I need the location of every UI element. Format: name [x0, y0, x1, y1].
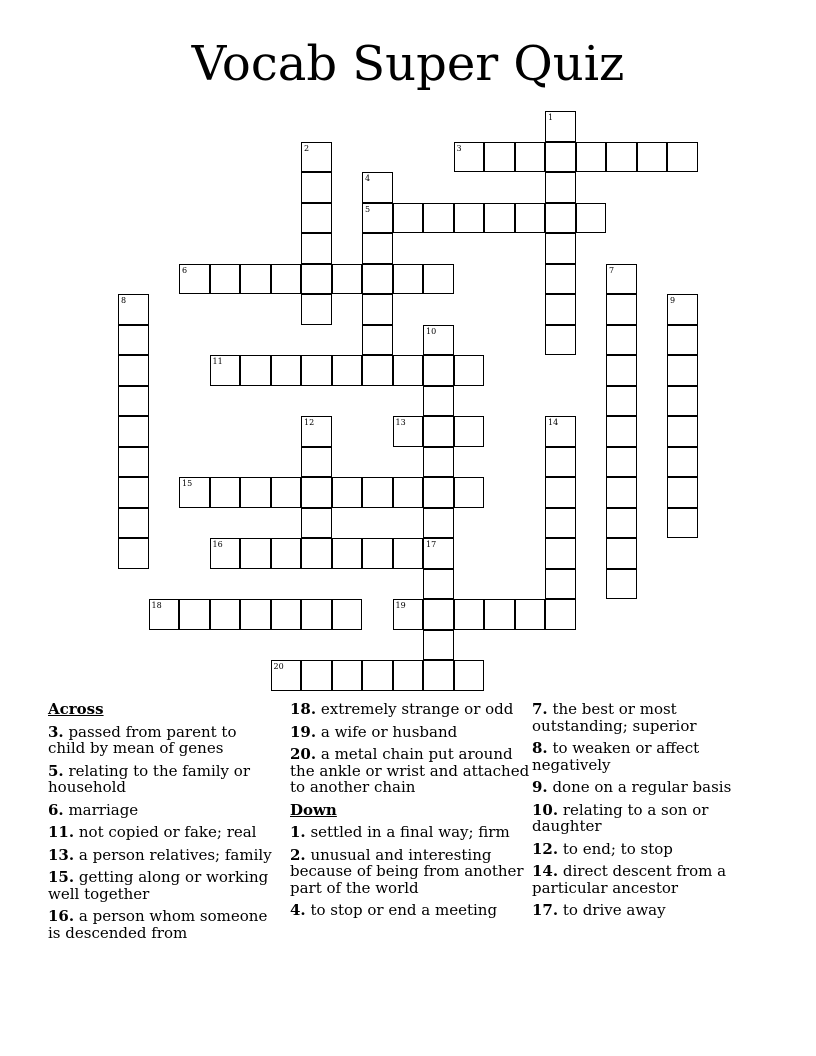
grid-cell[interactable] — [271, 538, 302, 569]
grid-cell[interactable] — [545, 569, 576, 600]
grid-cell[interactable] — [545, 538, 576, 569]
cell-number: 17 — [426, 540, 437, 549]
grid-cell[interactable] — [454, 416, 485, 447]
down-clue — [532, 863, 772, 896]
grid-cell[interactable] — [271, 660, 302, 691]
grid-cell[interactable] — [667, 325, 698, 356]
grid-cell[interactable] — [545, 447, 576, 478]
clue-column-3 — [532, 701, 772, 925]
clue-text: a person whom someone is descended from — [48, 907, 268, 942]
clue-text: a wife or husband — [316, 722, 458, 741]
grid-cell[interactable] — [393, 599, 424, 630]
grid-cell[interactable] — [362, 264, 393, 295]
across-clue — [48, 869, 278, 902]
grid-cell[interactable] — [301, 203, 332, 234]
grid-cell[interactable] — [545, 294, 576, 325]
grid-cell[interactable] — [545, 172, 576, 203]
clue-text: direct descent from a particular ancestor — [532, 862, 727, 897]
cell-number: 3 — [456, 143, 462, 153]
grid-cell[interactable] — [515, 142, 546, 173]
down-clue — [532, 740, 772, 773]
page-title: Vocab Super Quiz — [191, 36, 625, 92]
down-header: Down — [290, 800, 337, 819]
clue-number: 6. — [48, 800, 64, 819]
cell-number: 16 — [212, 540, 223, 549]
cell-number: 2 — [304, 143, 310, 153]
grid-cell[interactable] — [240, 355, 271, 386]
grid-cell[interactable] — [606, 264, 637, 295]
grid-cell[interactable] — [637, 142, 668, 173]
grid-cell[interactable] — [667, 477, 698, 508]
grid-cell[interactable] — [454, 599, 485, 630]
grid-cell[interactable] — [118, 447, 149, 478]
clue-number: 15. — [48, 868, 75, 886]
clue-number: 9. — [532, 778, 548, 796]
grid-cell[interactable] — [454, 203, 485, 234]
clue-column-1 — [48, 701, 278, 947]
cell-number: 9 — [670, 296, 676, 305]
clue-number: 1. — [290, 823, 306, 841]
clue-number: 18. — [290, 700, 317, 718]
clue-number: 4. — [290, 901, 306, 919]
grid-cell[interactable] — [393, 660, 424, 691]
clue-text: unusual and interesting because of being from another part of the world — [290, 845, 524, 897]
grid-cell[interactable] — [332, 660, 363, 691]
grid-cell[interactable] — [515, 203, 546, 234]
grid-cell[interactable] — [118, 538, 149, 569]
grid-cell[interactable] — [606, 538, 637, 569]
grid-cell[interactable] — [545, 203, 576, 234]
grid-cell[interactable] — [423, 538, 454, 569]
grid-cell[interactable] — [667, 355, 698, 386]
grid-cell[interactable] — [423, 477, 454, 508]
grid-cell[interactable] — [332, 538, 363, 569]
grid-cell[interactable] — [179, 599, 210, 630]
grid-cell[interactable] — [210, 264, 241, 295]
grid-cell[interactable] — [301, 538, 332, 569]
grid-cell[interactable] — [210, 599, 241, 630]
cell-number: 10 — [426, 326, 437, 336]
grid-cell[interactable] — [423, 264, 454, 295]
down-clue — [532, 902, 772, 919]
grid-cell[interactable] — [667, 447, 698, 478]
clue-text: done on a regular basis — [547, 778, 732, 796]
grid-cell[interactable] — [545, 142, 576, 173]
grid-cell[interactable] — [210, 477, 241, 508]
cell-number: 15 — [182, 479, 193, 488]
grid-cell[interactable] — [667, 294, 698, 325]
clue-number: 11. — [48, 823, 75, 841]
grid-cell[interactable] — [362, 233, 393, 264]
clue-text: extremely strange or odd — [316, 700, 514, 718]
clue-text: not copied or fake; real — [74, 823, 257, 841]
across-clue — [48, 802, 278, 819]
clue-text: to weaken or affect negatively — [532, 739, 700, 774]
grid-cell[interactable] — [301, 294, 332, 325]
clue-text: relating to the family or household — [48, 761, 250, 796]
across-clue — [290, 701, 530, 718]
grid-cell[interactable] — [179, 477, 210, 508]
clue-number: 5. — [48, 761, 64, 780]
grid-cell[interactable] — [118, 416, 149, 447]
cell-number: 13 — [395, 418, 406, 427]
grid-cell[interactable] — [667, 386, 698, 417]
grid-cell[interactable] — [301, 477, 332, 508]
grid-cell[interactable] — [423, 203, 454, 234]
grid-cell[interactable] — [606, 447, 637, 478]
cell-number: 19 — [395, 601, 406, 610]
grid-cell[interactable] — [362, 203, 393, 234]
cell-number: 5 — [365, 204, 371, 214]
grid-cell[interactable] — [606, 569, 637, 600]
grid-cell[interactable] — [271, 477, 302, 508]
grid-cell[interactable] — [362, 355, 393, 386]
grid-cell[interactable] — [423, 447, 454, 478]
clue-number: 2. — [290, 845, 306, 864]
grid-cell[interactable] — [301, 599, 332, 630]
cell-number: 6 — [182, 265, 188, 275]
grid-cell[interactable] — [271, 355, 302, 386]
grid-cell[interactable] — [484, 142, 515, 173]
grid-cell[interactable] — [179, 264, 210, 295]
clue-number: 12. — [532, 839, 559, 858]
grid-cell[interactable] — [454, 660, 485, 691]
grid-cell[interactable] — [667, 416, 698, 447]
grid-cell[interactable] — [301, 508, 332, 539]
grid-cell[interactable] — [423, 416, 454, 447]
grid-cell[interactable] — [118, 508, 149, 539]
grid-cell[interactable] — [545, 599, 576, 630]
grid-cell[interactable] — [545, 264, 576, 295]
clue-number: 20. — [290, 745, 317, 763]
grid-cell[interactable] — [332, 477, 363, 508]
clue-number: 13. — [48, 845, 75, 864]
grid-cell[interactable] — [301, 355, 332, 386]
grid-cell[interactable] — [362, 538, 393, 569]
grid-cell[interactable] — [332, 355, 363, 386]
grid-cell[interactable] — [606, 416, 637, 447]
clue-text: to stop or end a meeting — [305, 901, 498, 919]
grid-cell[interactable] — [545, 508, 576, 539]
grid-cell[interactable] — [240, 538, 271, 569]
grid-cell[interactable] — [301, 447, 332, 478]
down-clue — [532, 779, 772, 796]
grid-cell[interactable] — [393, 477, 424, 508]
across-clue — [48, 908, 278, 941]
grid-cell[interactable] — [118, 325, 149, 356]
across-clue — [48, 824, 278, 841]
grid-cell[interactable] — [515, 599, 546, 630]
grid-cell[interactable] — [301, 264, 332, 295]
grid-cell[interactable] — [576, 142, 607, 173]
grid-cell[interactable] — [301, 172, 332, 203]
down-clue — [532, 802, 772, 835]
grid-cell[interactable] — [362, 477, 393, 508]
grid-cell[interactable] — [606, 508, 637, 539]
across-clue — [290, 724, 530, 741]
grid-cell[interactable] — [393, 355, 424, 386]
grid-cell[interactable] — [332, 264, 363, 295]
grid-cell[interactable] — [301, 142, 332, 173]
grid-cell[interactable] — [545, 233, 576, 264]
grid-cell[interactable] — [454, 477, 485, 508]
grid-cell[interactable] — [423, 325, 454, 356]
across-clue — [290, 746, 530, 796]
clue-text: getting along or working well together — [48, 868, 269, 903]
grid-cell[interactable] — [118, 355, 149, 386]
grid-cell[interactable] — [545, 416, 576, 447]
grid-cell[interactable] — [423, 569, 454, 600]
cell-number: 8 — [121, 296, 127, 305]
clue-text: marriage — [63, 800, 139, 819]
grid-cell[interactable] — [667, 142, 698, 173]
grid-cell[interactable] — [454, 355, 485, 386]
grid-cell[interactable] — [118, 386, 149, 417]
grid-cell[interactable] — [210, 355, 241, 386]
clue-text: passed from parent to child by mean of genes — [48, 722, 237, 757]
cell-number: 14 — [548, 418, 559, 427]
grid-cell[interactable] — [210, 538, 241, 569]
grid-cell[interactable] — [606, 477, 637, 508]
grid-cell[interactable] — [271, 599, 302, 630]
clue-text: to end; to stop — [558, 839, 673, 858]
across-clue — [48, 763, 278, 796]
grid-cell[interactable] — [545, 111, 576, 142]
clue-text: settled in a final way; firm — [305, 823, 510, 841]
down-clue — [290, 847, 530, 897]
grid-cell[interactable] — [423, 355, 454, 386]
grid-cell[interactable] — [606, 355, 637, 386]
grid-cell[interactable] — [362, 325, 393, 356]
grid-cell[interactable] — [118, 294, 149, 325]
across-header: Across — [48, 700, 104, 718]
clue-number: 8. — [532, 739, 548, 757]
grid-cell[interactable] — [423, 660, 454, 691]
grid-cell[interactable] — [301, 416, 332, 447]
grid-cell[interactable] — [362, 294, 393, 325]
clue-text: to drive away — [558, 901, 666, 919]
cell-number: 12 — [304, 418, 315, 427]
grid-cell[interactable] — [423, 599, 454, 630]
grid-cell[interactable] — [271, 264, 302, 295]
clue-number: 7. — [532, 700, 548, 718]
cell-number: 1 — [548, 113, 554, 122]
cell-number: 20 — [273, 662, 284, 671]
down-clue — [532, 701, 772, 734]
grid-cell[interactable] — [454, 142, 485, 173]
grid-cell[interactable] — [606, 386, 637, 417]
clue-text: relating to a son or daughter — [532, 800, 709, 835]
grid-cell[interactable] — [576, 203, 607, 234]
clue-number: 17. — [532, 901, 559, 919]
grid-cell[interactable] — [301, 233, 332, 264]
cell-number: 7 — [609, 265, 615, 275]
grid-cell[interactable] — [362, 172, 393, 203]
grid-cell[interactable] — [606, 325, 637, 356]
grid-cell[interactable] — [393, 416, 424, 447]
grid-cell[interactable] — [240, 477, 271, 508]
grid-cell[interactable] — [393, 264, 424, 295]
grid-cell[interactable] — [667, 508, 698, 539]
clue-text: the best or most outstanding; superior — [532, 700, 697, 735]
grid-cell[interactable] — [484, 599, 515, 630]
grid-cell[interactable] — [545, 477, 576, 508]
grid-cell[interactable] — [362, 660, 393, 691]
grid-cell[interactable] — [393, 538, 424, 569]
clue-number: 14. — [532, 862, 559, 880]
grid-cell[interactable] — [301, 660, 332, 691]
clue-text: a metal chain put around the ankle or wrist and attached to another chain — [290, 745, 530, 796]
cell-number: 4 — [365, 174, 371, 183]
down-clue — [290, 824, 530, 841]
grid-cell[interactable] — [423, 386, 454, 417]
across-clue — [48, 847, 278, 864]
cell-number: 18 — [151, 601, 162, 610]
cell-number: 11 — [212, 357, 223, 366]
clue-number: 19. — [290, 722, 317, 741]
clue-text: a person relatives; family — [74, 845, 272, 864]
down-clue — [532, 841, 772, 858]
grid-cell[interactable] — [118, 477, 149, 508]
grid-cell[interactable] — [393, 203, 424, 234]
grid-cell[interactable] — [484, 203, 515, 234]
across-clue — [48, 724, 278, 757]
grid-cell[interactable] — [149, 599, 180, 630]
grid-cell[interactable] — [240, 264, 271, 295]
grid-cell[interactable] — [240, 599, 271, 630]
down-clue — [290, 902, 530, 919]
grid-cell[interactable] — [606, 142, 637, 173]
clue-column-2 — [290, 701, 530, 925]
grid-cell[interactable] — [423, 630, 454, 661]
grid-cell[interactable] — [545, 325, 576, 356]
grid-cell[interactable] — [606, 294, 637, 325]
clue-number: 3. — [48, 722, 64, 741]
clue-number: 10. — [532, 800, 559, 819]
grid-cell[interactable] — [332, 599, 363, 630]
clue-number: 16. — [48, 907, 75, 925]
grid-cell[interactable] — [423, 508, 454, 539]
